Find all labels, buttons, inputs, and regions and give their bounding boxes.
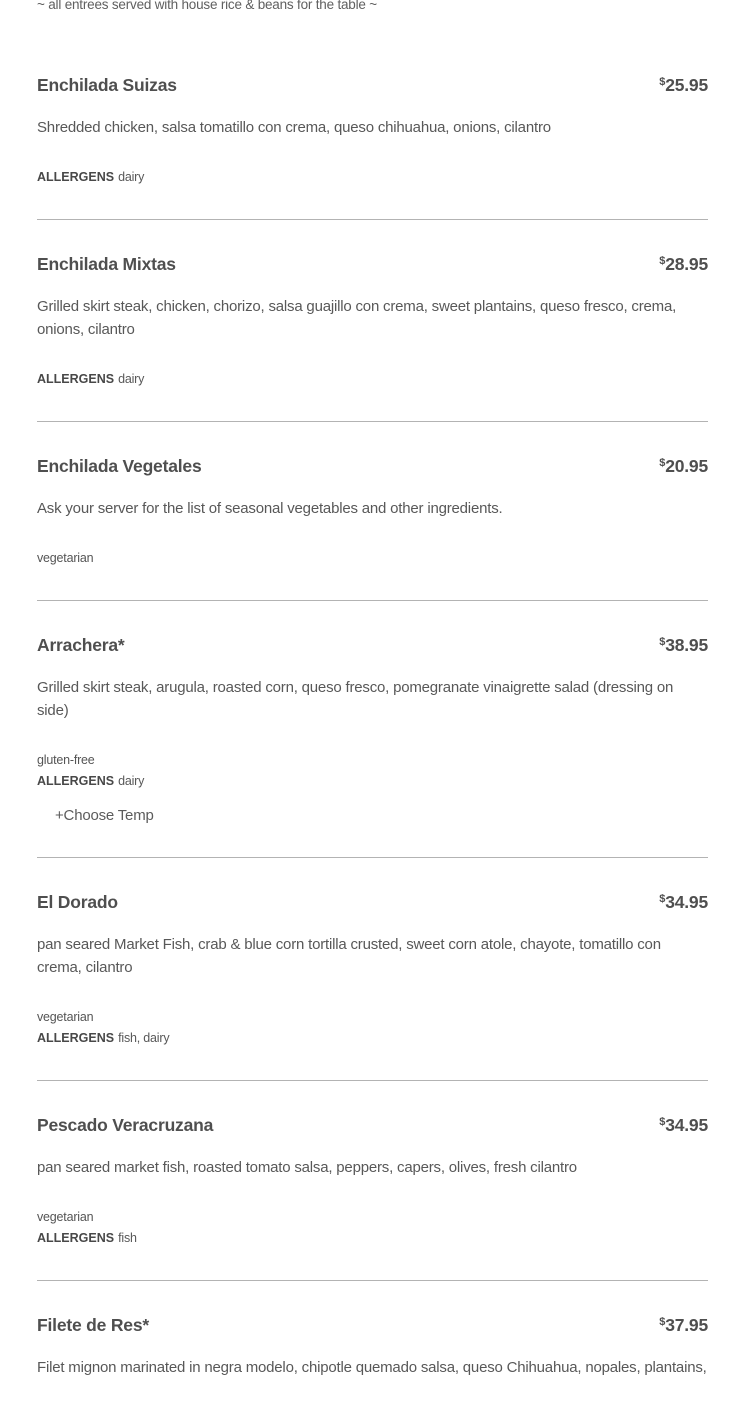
allergens-value: dairy: [118, 774, 145, 788]
allergens-label: ALLERGENS: [37, 372, 115, 386]
menu-item: [37, 1281, 708, 1410]
dietary-tags: [37, 750, 708, 771]
currency-symbol: $: [659, 255, 666, 267]
item-header: [37, 631, 708, 656]
price-amount: 25.95: [665, 75, 708, 95]
dietary-tags: [37, 548, 708, 569]
item-price: [659, 71, 708, 96]
menu-section-note: ~ all entrees served with house rice & beans for the table ~: [37, 0, 377, 12]
dietary-tags: [37, 1207, 708, 1228]
item-name: Enchilada Mixtas: [37, 254, 176, 274]
allergens-value: dairy: [118, 170, 145, 184]
menu-list: [37, 41, 708, 1410]
item-meta: [37, 548, 708, 569]
allergens-row: [37, 1028, 708, 1049]
item-description: pan seared Market Fish, crab & blue corn tortilla crusted, sweet corn atole, chayote, tomatillo con crema, cilantro: [37, 936, 661, 976]
price-amount: 38.95: [665, 635, 708, 655]
currency-symbol: $: [659, 457, 666, 469]
currency-symbol: $: [659, 893, 666, 905]
menu-item: [37, 422, 708, 601]
currency-symbol: $: [659, 636, 666, 648]
item-description: Filet mignon marinated in negra modelo, chipotle quemado salsa, queso Chihuahua, nopales, plantains,: [37, 1359, 707, 1376]
allergens-label: ALLERGENS: [37, 1231, 115, 1245]
item-name: Enchilada Vegetales: [37, 456, 202, 476]
allergens-row: [37, 369, 708, 390]
dietary-tag: vegetarian: [37, 1010, 94, 1024]
allergens-row: [37, 771, 708, 792]
price-amount: 34.95: [665, 892, 708, 912]
item-header: [37, 452, 708, 477]
item-meta: [37, 1007, 708, 1049]
currency-symbol: $: [659, 76, 666, 88]
item-header: [37, 250, 708, 275]
dietary-tags: [37, 1007, 708, 1028]
item-name: Arrachera*: [37, 635, 125, 655]
item-price: [659, 888, 708, 913]
item-description: Grilled skirt steak, arugula, roasted corn, queso fresco, pomegranate vinaigrette salad (dressing on side): [37, 679, 674, 719]
currency-symbol: $: [659, 1116, 666, 1128]
item-name: Filete de Res*: [37, 1315, 149, 1335]
allergens-label: ALLERGENS: [37, 1031, 115, 1045]
menu-item: [37, 1081, 708, 1281]
item-name: Pescado Veracruzana: [37, 1115, 214, 1135]
dietary-tag: gluten-free: [37, 753, 95, 767]
item-description: Grilled skirt steak, chicken, chorizo, salsa guajillo con crema, sweet plantains, queso fresco, crema, onions, cilantro: [37, 298, 677, 338]
item-header: [37, 1311, 708, 1336]
price-amount: 37.95: [665, 1315, 708, 1335]
item-header: [37, 888, 708, 913]
allergens-row: [37, 1228, 708, 1249]
item-header: [37, 1111, 708, 1136]
price-amount: 20.95: [665, 456, 708, 476]
allergens-label: ALLERGENS: [37, 774, 115, 788]
item-description: pan seared market fish, roasted tomato salsa, peppers, capers, olives, fresh cilantro: [37, 1159, 577, 1176]
menu-item: [37, 41, 708, 220]
item-description: Shredded chicken, salsa tomatillo con crema, queso chihuahua, onions, cilantro: [37, 119, 551, 136]
allergens-value: fish, dairy: [118, 1031, 170, 1045]
item-description: Ask your server for the list of seasonal vegetables and other ingredients.: [37, 500, 503, 517]
menu-item: [37, 858, 708, 1081]
allergens-row: [37, 167, 708, 188]
item-meta: [37, 750, 708, 792]
item-name: El Dorado: [37, 892, 118, 912]
item-meta: [37, 369, 708, 390]
allergens-value: fish: [118, 1231, 137, 1245]
dietary-tag: vegetarian: [37, 1210, 94, 1224]
dietary-tag: vegetarian: [37, 551, 94, 565]
menu-item: [37, 601, 708, 858]
choose-temp-toggle[interactable]: +Choose Temp: [55, 807, 154, 824]
item-price: [659, 631, 708, 656]
currency-symbol: $: [659, 1316, 666, 1328]
item-price: [659, 1311, 708, 1336]
menu-item: [37, 220, 708, 422]
item-price: [659, 1111, 708, 1136]
item-price: [659, 452, 708, 477]
item-name: Enchilada Suizas: [37, 75, 177, 95]
item-meta: [37, 167, 708, 188]
allergens-value: dairy: [118, 372, 145, 386]
price-amount: 34.95: [665, 1115, 708, 1135]
price-amount: 28.95: [665, 254, 708, 274]
item-price: [659, 250, 708, 275]
allergens-label: ALLERGENS: [37, 170, 115, 184]
item-header: [37, 71, 708, 96]
item-meta: [37, 1207, 708, 1249]
